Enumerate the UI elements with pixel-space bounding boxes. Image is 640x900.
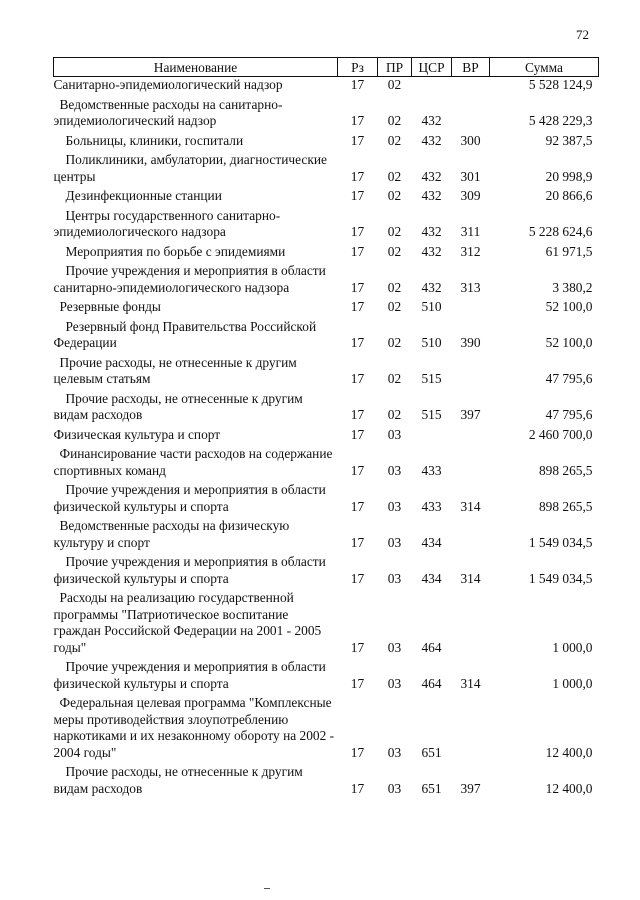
row-sum: 12 400,0 [545,744,593,760]
row-sum: 1 000,0 [552,639,593,655]
table-row [54,551,599,587]
row-sum: 20 998,9 [545,168,593,184]
row-pr: 03 [387,498,402,514]
row-name-text: Федеральная целевая программа "Комплексные меры противодействия злоупотреблению наркотиками и их незаконному обороту на 2002 - 2004 годы" [53,695,335,760]
row-pr: 02 [387,168,402,184]
row-sum: 52 100,0 [545,335,593,350]
row-pr: 02 [387,335,402,350]
row-rz: 17 [350,279,365,295]
row-vr [452,424,490,444]
table-row [54,94,599,130]
row-name [54,692,338,761]
row-pr: 02 [387,224,402,239]
table-row [54,205,599,241]
row-name-text: Дезинфекционные станции [65,188,222,203]
table-row [54,77,599,94]
row-sum: 47 795,6 [545,407,593,422]
row-rz: 17 [350,498,365,514]
table-row [54,587,599,656]
row-csr: 433 [421,462,442,478]
row-pr: 02 [387,371,402,386]
row-pr: 03 [387,534,402,550]
row-pr: 03 [387,426,402,442]
row-pr: 02 [387,243,402,259]
row-name-text: Мероприятия по борьбе с эпидемиями [65,243,286,259]
row-sum: 1 549 034,5 [528,534,593,550]
table-row [54,388,599,424]
row-name-text: Ведомственные расходы на санитарно-эпидемиологический надзор [53,96,283,128]
header-row [54,58,599,77]
row-vr [452,692,490,761]
row-name-text: Резервные фонды [59,299,161,314]
header-csr: ЦСР [412,58,452,77]
page-number: 72 [576,27,589,42]
row-vr: 314 [460,498,481,514]
row-vr [452,94,490,130]
row-sum: 52 100,0 [545,299,593,314]
row-name [54,185,338,205]
row-name-text: Расходы на реализацию государственной программы "Патриотическое воспитание граждан Российской Федерации на 2001 - 2005 годы" [53,590,322,655]
row-rz: 17 [350,77,365,92]
table-row [54,515,599,551]
row-pr: 03 [387,462,402,478]
row-name [54,130,338,150]
row-name [54,149,338,185]
row-name [54,241,338,261]
row-name [54,296,338,316]
row-vr [452,443,490,479]
row-rz: 17 [350,335,365,350]
row-vr [452,587,490,656]
table-row [54,424,599,444]
row-pr: 03 [387,570,402,586]
budget-table [53,57,599,797]
row-sum: 5 228 624,6 [528,224,593,239]
row-vr: 312 [460,243,481,259]
row-sum: 5 528 124,9 [528,77,593,92]
row-csr: 432 [421,279,442,295]
row-name [54,205,338,241]
row-rz: 17 [350,243,365,259]
row-csr: 432 [421,188,442,203]
row-vr: 314 [460,675,481,691]
row-name-text: Прочие учреждения и мероприятия в области санитарно-эпидемиологического надзора [53,263,326,295]
table-row [54,260,599,296]
header-pr: ПР [378,58,412,77]
row-csr: 432 [421,243,442,259]
row-vr: 397 [460,407,481,422]
row-vr [452,352,490,388]
row-csr: 434 [421,534,442,550]
row-name [54,94,338,130]
row-rz: 17 [350,639,365,655]
row-rz: 17 [350,780,365,796]
row-csr: 464 [421,675,442,691]
row-sum: 1 549 034,5 [528,570,593,586]
row-pr: 03 [387,675,402,691]
row-csr: 432 [421,132,442,148]
row-vr: 311 [460,224,481,239]
row-name-text: Поликлиники, амбулатории, диагностические центры [53,152,327,184]
row-name [54,352,338,388]
table-row [54,656,599,692]
row-csr: 434 [421,570,442,586]
header-rz: Рз [338,58,378,77]
row-csr: 515 [421,407,442,422]
row-csr: 432 [421,168,442,184]
row-vr: 313 [460,279,481,295]
row-csr: 433 [421,498,442,514]
row-vr [452,77,490,94]
table-row [54,130,599,150]
row-rz: 17 [350,426,365,442]
row-pr: 03 [387,780,402,796]
row-sum: 20 866,6 [545,188,593,203]
header-name: Наименование [54,58,338,77]
row-rz: 17 [350,462,365,478]
row-csr: 464 [421,639,442,655]
row-name [54,443,338,479]
row-vr: 314 [460,570,481,586]
row-name [54,587,338,656]
table-header [54,58,599,77]
row-pr: 02 [387,279,402,295]
row-pr: 02 [387,407,402,422]
row-pr: 02 [387,299,402,314]
row-rz: 17 [350,299,365,314]
footer-mark [264,888,270,889]
row-sum: 12 400,0 [545,780,593,796]
row-csr: 651 [421,744,442,760]
row-csr: 515 [421,371,442,386]
row-csr: 510 [421,299,442,314]
row-name-text: Больницы, клиники, госпитали [65,132,244,148]
row-vr: 309 [460,188,481,203]
table-row [54,761,599,797]
row-name [54,316,338,352]
row-rz: 17 [350,744,365,760]
row-name [54,479,338,515]
table-row [54,479,599,515]
row-name [54,656,338,692]
row-rz: 17 [350,224,365,239]
row-vr [452,515,490,551]
row-name [54,761,338,797]
row-sum: 1 000,0 [552,675,593,691]
table-row [54,185,599,205]
table-row [54,149,599,185]
row-vr: 397 [460,780,481,796]
row-name-text: Резервный фонд Правительства Российской Федерации [53,318,317,350]
row-vr: 301 [460,168,481,184]
row-name [54,515,338,551]
row-rz: 17 [350,188,365,203]
row-sum: 61 971,5 [545,243,593,259]
row-name-text: Прочие учреждения и мероприятия в области физической культуры и спорта [53,554,326,586]
row-csr: 432 [421,224,442,239]
table-row [54,316,599,352]
row-name [54,551,338,587]
budget-table-container [53,57,598,797]
row-rz: 17 [350,132,365,148]
row-sum: 92 387,5 [545,132,593,148]
row-pr: 02 [387,188,402,203]
row-name [54,260,338,296]
row-name [54,388,338,424]
table-row [54,296,599,316]
table-row [54,443,599,479]
row-name-text: Прочие учреждения и мероприятия в области физической культуры и спорта [53,659,326,691]
row-name-text: Финансирование части расходов на содержание спортивных команд [53,446,333,478]
header-vr: ВР [452,58,490,77]
row-pr: 03 [387,639,402,655]
row-vr [452,296,490,316]
row-rz: 17 [350,534,365,550]
table-row [54,352,599,388]
row-name-text: Физическая культура и спорт [53,426,221,442]
row-name [54,424,338,444]
table-body [54,77,599,798]
table-row [54,241,599,261]
row-name-text: Санитарно-эпидемиологический надзор [53,77,283,92]
row-rz: 17 [350,570,365,586]
row-name-text: Центры государственного санитарно-эпидемиологического надзора [53,207,281,239]
row-pr: 02 [387,113,402,128]
row-sum: 2 460 700,0 [528,426,593,442]
row-sum: 47 795,6 [545,371,593,386]
header-sum: Сумма [490,58,599,77]
row-name-text: Прочие расходы, не отнесенные к другим видам расходов [53,390,303,422]
row-sum: 898 265,5 [538,462,593,478]
row-csr: 432 [421,113,442,128]
row-vr: 390 [460,335,481,350]
row-name-text: Ведомственные расходы на физическую культуру и спорт [53,518,290,550]
row-rz: 17 [350,371,365,386]
row-rz: 17 [350,168,365,184]
table-row [54,692,599,761]
row-pr: 03 [387,744,402,760]
row-csr [412,77,452,94]
row-rz: 17 [350,407,365,422]
row-name-text: Прочие расходы, не отнесенные к другим видам расходов [53,764,303,796]
row-pr: 02 [387,77,402,92]
row-name-text: Прочие учреждения и мероприятия в области физической культуры и спорта [53,482,326,514]
row-name-text: Прочие расходы, не отнесенные к другим целевым статьям [53,354,297,386]
row-csr [412,424,452,444]
row-name [54,77,338,94]
row-sum: 898 265,5 [538,498,593,514]
row-csr: 651 [421,780,442,796]
row-sum: 5 428 229,3 [528,113,593,128]
row-pr: 02 [387,132,402,148]
row-csr: 510 [421,335,442,350]
row-vr: 300 [460,132,481,148]
row-sum: 3 380,2 [552,279,593,295]
row-rz: 17 [350,113,365,128]
row-rz: 17 [350,675,365,691]
